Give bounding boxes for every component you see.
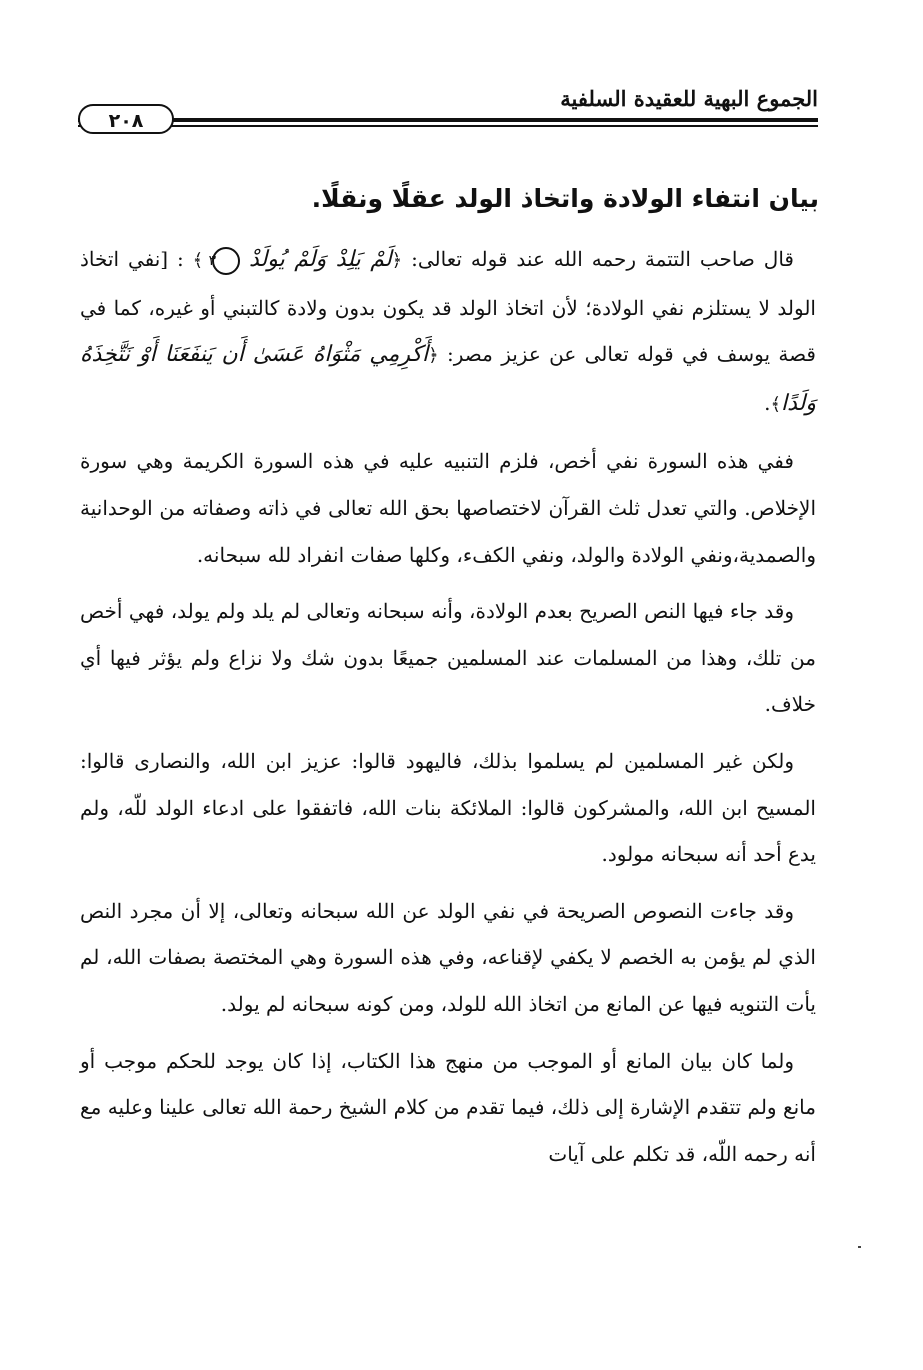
- verse-open-bracket: ﴿: [391, 250, 403, 271]
- verse-close-bracket-2: ﴾: [770, 393, 781, 415]
- scan-speck: [858, 1246, 861, 1248]
- page-number: ٢٠٨: [78, 104, 174, 134]
- header-rule-thin: [78, 125, 818, 127]
- verse-number-badge: ٣: [212, 247, 240, 275]
- header-rule-thick: [78, 118, 818, 122]
- page-header: [78, 78, 818, 138]
- paragraph-5: وقد جاءت النصوص الصريحة في نفي الولد عن الله سبحانه وتعالى، إلا أن مجرد النص الذي لم يؤمن به الخصم لا يكفي لإقناعه، وفي هذه السورة وهي المختصة بصفات الله، لم يأت التنويه فيها عن المانع من اتخاذ الله للولد، ومن كونه سبحانه لم يولد.: [80, 898, 816, 1016]
- paragraph-3: وقد جاء فيها النص الصريح بعدم الولادة، وأنه سبحانه وتعالى لم يلد ولم يولد، فهي أخص من تلك، وهذا من المسلمات عند المسلمين جميعًا بدون شك ولا نزاع ولم يؤثر فيها أي خلاف.: [80, 599, 816, 717]
- paragraph-6: ولما كان بيان المانع أو الموجب من منهج هذا الكتاب، إذا كان يوجد للحكم موجب أو مانع ولم تتقدم الإشارة إلى ذلك، فيما تقدم من كلام الشيخ رحمة الله تعالى علينا وعليه مع أنه رحمه اللّه، قد تكلم على آيات: [80, 1048, 816, 1166]
- quran-verse-1: لَمْ يَلِدْ وَلَمْ يُولَدْ: [249, 247, 392, 272]
- verse-open-bracket-2: ﴿: [428, 345, 439, 367]
- verse-close-bracket: ﴾: [192, 250, 204, 271]
- running-title: الجموع البهية للعقيدة السلفية: [560, 86, 818, 111]
- paragraph-2: ففي هذه السورة نفي أخص، فلزم التنبيه عليه في هذه السورة الكريمة وهي سورة الإخلاص. والتي تعدل ثلث القرآن لاختصاصها بحق الله تعالى في ذاته وصفاته من الوحدانية والصمدية،ونفي الولادة والولد، ونفي الكفء، وكلها صفات انفراد لله سبحانه.: [80, 449, 816, 567]
- p1-text-after: : [نفي اتخاذ الولد لا يستلزم نفي الولادة؛ لأن اتخاذ الولد قد يكون بدون ولادة كالتبني أو غيره، كما في قصة يوسف في قوله تعالى عن عزيز مصر:: [80, 247, 816, 367]
- section-title: بيان انتفاء الولادة واتخاذ الولد عقلًا ونقلًا.: [311, 184, 819, 213]
- p1-intro: قال صاحب التتمة رحمه الله عند قوله تعالى:: [402, 247, 794, 271]
- page-body: [80, 236, 816, 1177]
- paragraph-1: [80, 236, 816, 428]
- paragraph-4: ولكن غير المسلمين لم يسلموا بذلك، فاليهود قالوا: عزيز ابن الله، والنصارى قالوا: المسيح ابن الله، والمشركون قالوا: الملائكة بنات الله، فاتفقوا على ادعاء الولد للّه، ولم يدع أحد أنه سبحانه مولود.: [80, 748, 816, 867]
- p1-ending: .: [764, 390, 771, 415]
- quran-verse-2: أَكْرِمِي مَثْوَاهُ عَسَىٰ أَن يَنفَعَنَا أَوْ نَتَّخِذَهُ وَلَدًا: [80, 342, 816, 416]
